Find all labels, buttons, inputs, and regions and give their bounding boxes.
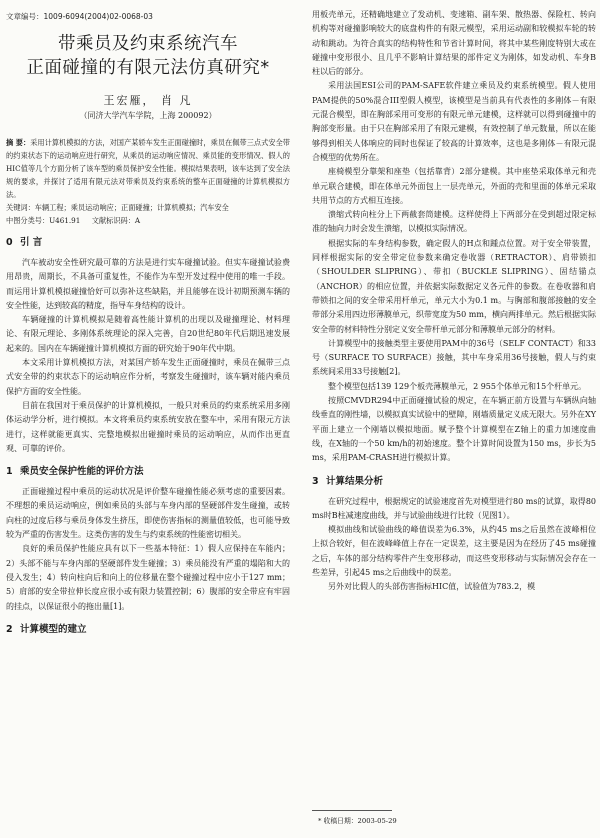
left-column xyxy=(6,8,290,643)
abstract-text: 采用计算机模拟的方法，对国产某轿车发生正面碰撞时，乘员在佩带三点式安全带的约束状态下的运动响应进行研究，从乘员的运动响应情况、乘员能的变形情况、假人的HIC值等几个方面分析了该车型的乘员保护安全性能。模拟结果表明，该车达到了安全法规的要求，并探讨了适用有限元法对带乘员及约束系统的整车正面碰撞的计算机模拟方法。 xyxy=(6,138,290,199)
paragraph: 按照CMVDR294中正面碰撞试验的规定，在车辆正前方设置与车辆纵向轴线垂直的刚性墙，以模拟真实试验中的壁障，刚墙质量定义成无限大。另外在XY平面上建立一个刚墙以模拟地面。赋予整个计算模型在Z轴上的重力加速度曲线，在X轴的一个50 km/h的初始速度。整个计算时间设置为150 ms，步长为5 ms，采用PAM-CRASH进行模拟计算。 xyxy=(312,396,596,463)
keywords xyxy=(6,201,290,214)
section-0-number: 0 xyxy=(6,237,13,248)
clc-number: 中图分类号：U461.91 xyxy=(6,216,81,225)
paragraph: 本文采用计算机模拟方法，对某国产轿车发生正面碰撞时，乘员在佩带三点式安全带的约束状态下的运动响应作分析，考察发生碰撞时，该车辆对能内乘员保护方面的安全性能。 xyxy=(6,358,290,396)
section-1-number: 1 xyxy=(6,466,13,478)
section-0-title: 引 言 xyxy=(20,237,43,248)
footnote-received-date: * 收稿日期：2003-05-29 xyxy=(318,817,397,825)
section-2-heading xyxy=(6,623,290,637)
abstract xyxy=(6,136,290,201)
paragraph: 用板壳单元，还精确地建立了发动机、变速箱、副车架、散热器、保险杠、转向机构等对碰撞影响较大的底盘构件的有限元模型，采用运动副和较模拟车轮的转动和跳动。为符合真实的结构特性和节省计算时间，将其中某些刚度特别大或在碰撞中变形很小、且几乎不影响计算结果的部件定义为刚体，如发动机、车身B柱以后的部分。 xyxy=(312,10,596,77)
affiliation: （同济大学汽车学院，上海 200092） xyxy=(79,111,217,120)
section-3-number: 3 xyxy=(312,475,319,487)
paragraph: 整个模型包括139 129个板壳薄膜单元，2 955个体单元和15个杆单元。 xyxy=(328,381,587,391)
section-1-title: 乘员安全保护性能的评价方法 xyxy=(20,466,144,478)
paragraph: 正面碰撞过程中乘员的运动状况是评价整车碰撞性能必须考虑的重要因素。不理想的乘员运动响应，例如乘员的头部与车身内部的坚硬部件发生碰撞，或转向柱的过度后移与乘员身体发生挤压，即使伤害指标的测量值较低，也可能导致较为严重的伤害发生。这类伤害的发生与约束系统的性能密切相关。 xyxy=(6,487,290,540)
paragraph: 车辆碰撞的计算机模拟是随着高性能计算机的出现以及碰撞理论、材料理论、有限元理论、多刚体系统理论的深入完善，自20世纪80年代后期迅速发展起来的。国内在车辆碰撞计算机模拟方面的研究始于90年代中期。 xyxy=(6,315,290,353)
paragraph: 采用法国ESI公司的PAM-SAFE软件建立乘员及约束系统模型。假人使用PAM提供的50%混合III型假人模型，该模型是当前具有代表性的多刚体－有限元混合模型，即在胸部采用可变形的有限元单元建模，这样就可以得到碰撞中的胸部变形量。由于只在胸部采用了有限元建模，有效控制了单元数量，所以在能够得到相关人体响应的同时也保证了较高的计算效率，这也是多刚体－有限元混合模型的优势所在。 xyxy=(312,81,596,162)
section-2-number: 2 xyxy=(6,623,13,635)
section-3-heading xyxy=(312,475,596,489)
document-code: 文献标识码：A xyxy=(91,216,141,225)
footnote-divider xyxy=(312,810,392,811)
paragraph: 良好的乘员保护性能应具有以下一些基本特征：1）假人应保持在车能内；2）头部不能与车身内部的坚硬部件发生碰撞；3）乘员能没有严重的塌陷和大的侵入发生；4）转向柱向后和向上的位移量在整个碰撞过程中应小于127 mm；5）肩部的安全带拉伸长度应很小或有限力装置控制；6）腹部的安全带应有牢固的挂点，以保证很小的拖出量[1]。 xyxy=(6,544,290,611)
paragraph: 汽车被动安全性研究最可靠的方法是进行实车碰撞试验。但实车碰撞试验费用昂贵，周期长，不具备可重复性，不能作为车型开发过程中使用的唯一手段。而运用计算机模拟碰撞恰好可以弥补这些缺陷，并且能够在设计初期预测车辆的安全性能，达到较高的精度，指导车身结构的设计。 xyxy=(6,258,290,310)
paragraph: 溃缩式转向柱分上下两截套筒建模。这样使得上下两部分在受到超过限定标准的轴向力时会发生溃缩，以模拟实际情况。 xyxy=(312,210,596,234)
paper-title xyxy=(6,32,290,80)
classification xyxy=(6,214,290,227)
paragraph: 座椅模型分靠架和座垫（包括靠背）2部分建模。其中座垫采取体单元和壳单元联合建模，即在体单元外面包上一层壳单元，外面的壳和里面的体单元采取共用节点的方式相互连接。 xyxy=(312,167,596,205)
section-1-heading xyxy=(6,465,290,479)
keywords-label: 关键词： xyxy=(6,203,35,212)
keywords-text: 车辆工程；乘员运动响应；正面碰撞；计算机模拟；汽车安全 xyxy=(34,203,229,212)
paragraph: 另外对比假人的头部伤害指标HIC值，试验值为783.2，模 xyxy=(328,582,536,592)
section-2-title: 计算模型的建立 xyxy=(20,623,87,635)
title-line-1: 带乘员及约束系统汽车 xyxy=(58,34,238,54)
section-0-heading xyxy=(6,236,290,250)
paragraph: 目前在我国对于乘员保护的计算机模拟，一般只对乘员的约束系统采用多刚体运动学分析，进行模拟。本文将乘员约束系统安放在整车中，采用有限元方法进行，这样就能更真实、完整地模拟出碰撞时乘员的运动响应，从而作出更直观、可靠的评价。 xyxy=(6,400,290,453)
paragraph: 模拟曲线和试验曲线的峰值误差为6.3%，从约45 ms之后虽然在波峰相位上拟合较好，但在波峰峰值上存在一定误差，这主要是因为在经历了45 ms碰撞之后，车体的部分结构零件产生变形移动，而这些变形移动与实际情况会存在一些差异，引起45 ms之后曲线中的误差。 xyxy=(312,525,596,577)
abstract-label: 摘 要： xyxy=(6,138,31,147)
authors: 王宏雁， 肖 凡 xyxy=(103,94,193,107)
title-line-2: 正面碰撞的有限元法仿真研究* xyxy=(26,58,270,78)
paragraph: 计算模型中的接触类型主要使用PAM中的36号（SELF CONTACT）和33号（SURFACE TO SURFACE）接触，其中车身采用36号接触，假人与约束系统间采用33号接触[2]。 xyxy=(312,338,596,377)
right-column xyxy=(312,8,596,595)
article-id: 文章编号：1009-6094(2004)02-0068-03 xyxy=(6,12,153,21)
section-3-title: 计算结果分析 xyxy=(326,475,384,487)
paragraph: 根据实际的车身结构参数，确定假人的H点和踵点位置。对于安全带装置，同样根据实际的安全带定位参数来确定卷收器（RETRACTOR）、肩带锁扣（SHOULDER SLIPRING）、带扣（BUCKLE SLIPRING）、固结锚点（ANCHOR）的相应位置，并依据实际数据定义各元件的参数。在卷收器和肩带锁扣之间的安全带采用杆单元，单元大小为0.1 m。与胸部和腹部接触的安全带部分采用四边形薄膜单元，织带宽度为50 mm，横向两排单元。然后根据实际安全带的材料特性分别定义安全带杆单元部分和薄膜单元部分的材料。 xyxy=(312,238,596,334)
paragraph: 在研究过程中，根据规定的试验速度首先对模型进行80 ms的试算，取得80 ms时B柱减速度曲线，并与试验曲线进行比较（见图1）。 xyxy=(312,496,596,520)
